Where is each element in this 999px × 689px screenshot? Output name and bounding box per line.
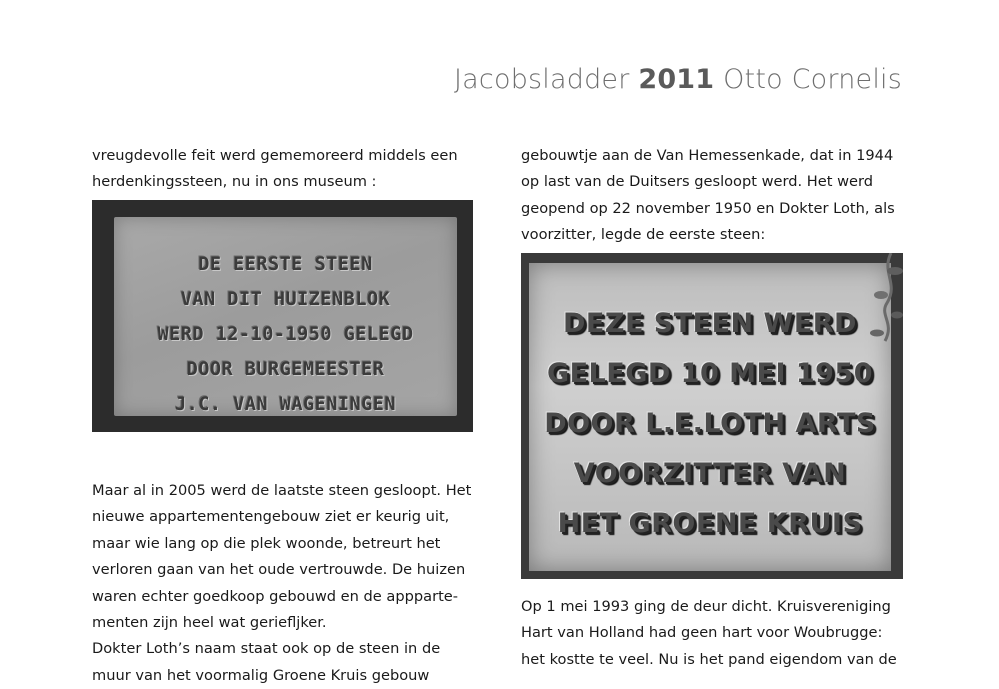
inscription-line: WERD 12-10-1950 GELEGD <box>157 324 414 345</box>
text-line: voorzitter, legde de eerste steen: <box>521 226 766 244</box>
inscription-line: VOORZITTER VAN <box>573 458 847 489</box>
inscription-line: HET GROENE KRUIS <box>557 508 863 539</box>
text-line: maar wie lang op die plek woonde, betreurt het <box>92 534 441 552</box>
text-line: muur van het voormalig Groene Kruis gebouw <box>92 666 430 684</box>
inscription-line: VAN DIT HUIZENBLOK <box>180 289 391 310</box>
right-column-top-text <box>521 143 895 249</box>
leaves-decoration <box>851 253 903 363</box>
inscription-line: DE EERSTE STEEN <box>198 254 373 275</box>
text-line: nieuwe appartementengebouw ziet er keurig uit, <box>92 508 450 526</box>
stone-surface <box>114 217 457 416</box>
text-line: op last van de Duitsers gesloopt werd. Het werd <box>521 173 874 191</box>
text-line: het kostte te veel. Nu is het pand eigendom van de <box>521 650 897 668</box>
text-line: Maar al in 2005 werd de laatste steen gesloopt. Het <box>92 482 472 499</box>
stone-inscription <box>529 299 891 549</box>
text-line: menten zijn heel wat geriefljker. <box>92 614 327 632</box>
inscription-line: DOOR BURGEMEESTER <box>186 359 385 380</box>
inscription-line: DOOR L.E.LOTH ARTS <box>544 408 876 439</box>
text-line: verloren gaan van het oude vertrouwde. De huizen <box>92 561 466 579</box>
text-line: Op 1 mei 1993 ging de deur dicht. Kruisvereniging <box>521 598 891 615</box>
right-column-bottom-text <box>521 594 897 673</box>
inscription-line: DEZE STEEN WERD <box>563 308 857 339</box>
text-line: vreugdevolle feit werd gememoreerd middels een <box>92 147 458 164</box>
left-column-top-text <box>92 143 458 196</box>
stone-inscription <box>114 247 457 422</box>
text-line: Hart van Holland had geen hart voor Woubrugge: <box>521 624 883 642</box>
inscription-line: J.C. VAN WAGENINGEN <box>174 394 397 415</box>
text-line: geopend op 22 november 1950 en Dokter Loth, als <box>521 199 895 217</box>
text-line: herdenkingssteen, nu in ons museum : <box>92 173 377 191</box>
header-author: Otto Cornelis <box>723 64 902 95</box>
inscription-line: GELEGD 10 MEI 1950 <box>546 358 874 389</box>
header-year: 2011 <box>638 64 715 95</box>
photo-memorial-stone-groene-kruis <box>521 253 903 579</box>
text-line: waren echter goedkoop gebouwd en de appparte- <box>92 587 459 605</box>
photo-memorial-stone-housing-block <box>92 200 473 432</box>
page-header <box>454 64 902 95</box>
left-column-bottom-text <box>92 478 471 689</box>
header-title: Jacobsladder <box>454 64 630 95</box>
text-line: gebouwtje aan de Van Hemessenkade, dat in 1944 <box>521 147 894 164</box>
stone-surface <box>529 263 891 571</box>
text-line: Dokter Loth’s naam staat ook op de steen in de <box>92 640 441 658</box>
